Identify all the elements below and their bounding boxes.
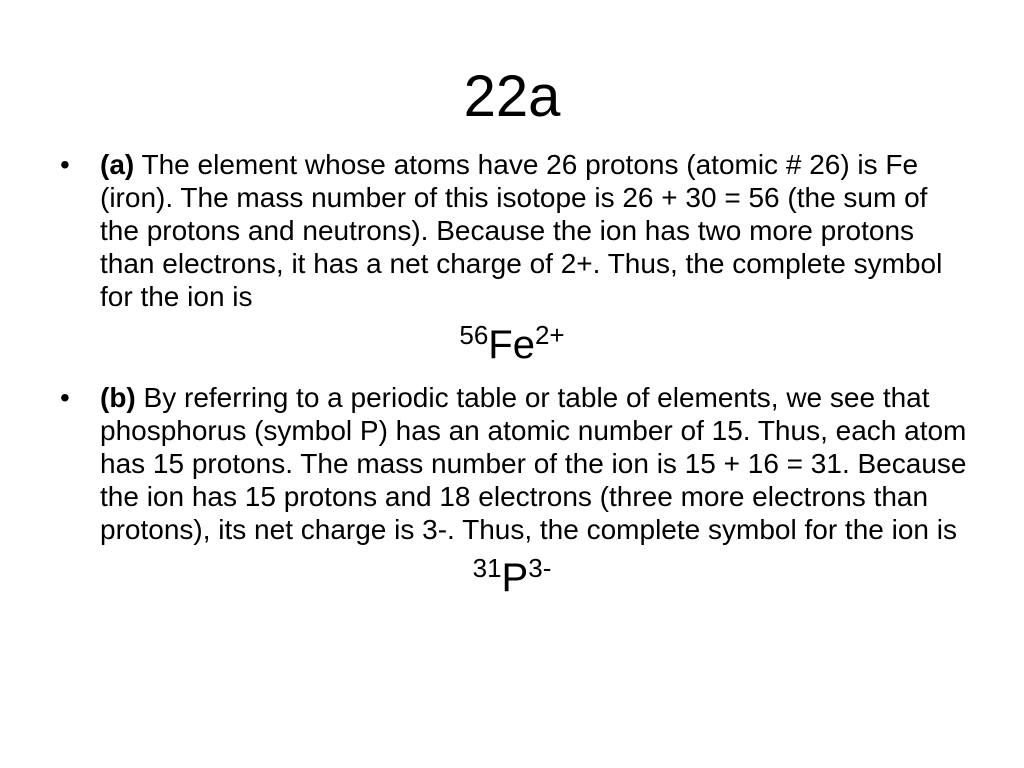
- bullet-text: The element whose atoms have 26 protons (atomic # 26) is Fe (iron). The mass number of this isotope is 26 + 30 = 56 (the sum of the protons and neutrons). Because the ion has two more protons than electrons, it has a net charge of 2+. Thus, the complete symbol for the ion is: [100, 149, 943, 312]
- element-symbol: Fe: [488, 323, 535, 367]
- bullet-item-a: [0, 148, 970, 313]
- bullet-label: (b): [100, 382, 136, 413]
- bullet-label: (a): [100, 149, 135, 180]
- ion-symbol-p: [0, 553, 1024, 600]
- slide-title: 22a: [463, 64, 561, 129]
- bullet-text: By referring to a periodic table or table of elements, we see that phosphorus (symbol P) has an atomic number of 15. Thus, each atom has 15 protons. The mass number of the ion is 15 + 16 = 31. Because the ion has 15 protons and 18 electrons (three more electrons than protons), its net charge is 3-. Thus, the complete symbol for the ion is: [100, 382, 967, 545]
- bullet-dot-icon: •: [60, 382, 70, 413]
- ion-charge: 2+: [534, 320, 565, 350]
- bullet-item-b: [0, 381, 970, 546]
- ion-symbol-fe: [0, 320, 1024, 367]
- bullet-list: [0, 148, 1024, 614]
- bullet-dot-icon: •: [60, 149, 70, 180]
- mass-number: 56: [459, 320, 489, 350]
- mass-number: 31: [472, 553, 502, 583]
- element-symbol: P: [501, 556, 529, 600]
- ion-charge: 3-: [528, 553, 552, 583]
